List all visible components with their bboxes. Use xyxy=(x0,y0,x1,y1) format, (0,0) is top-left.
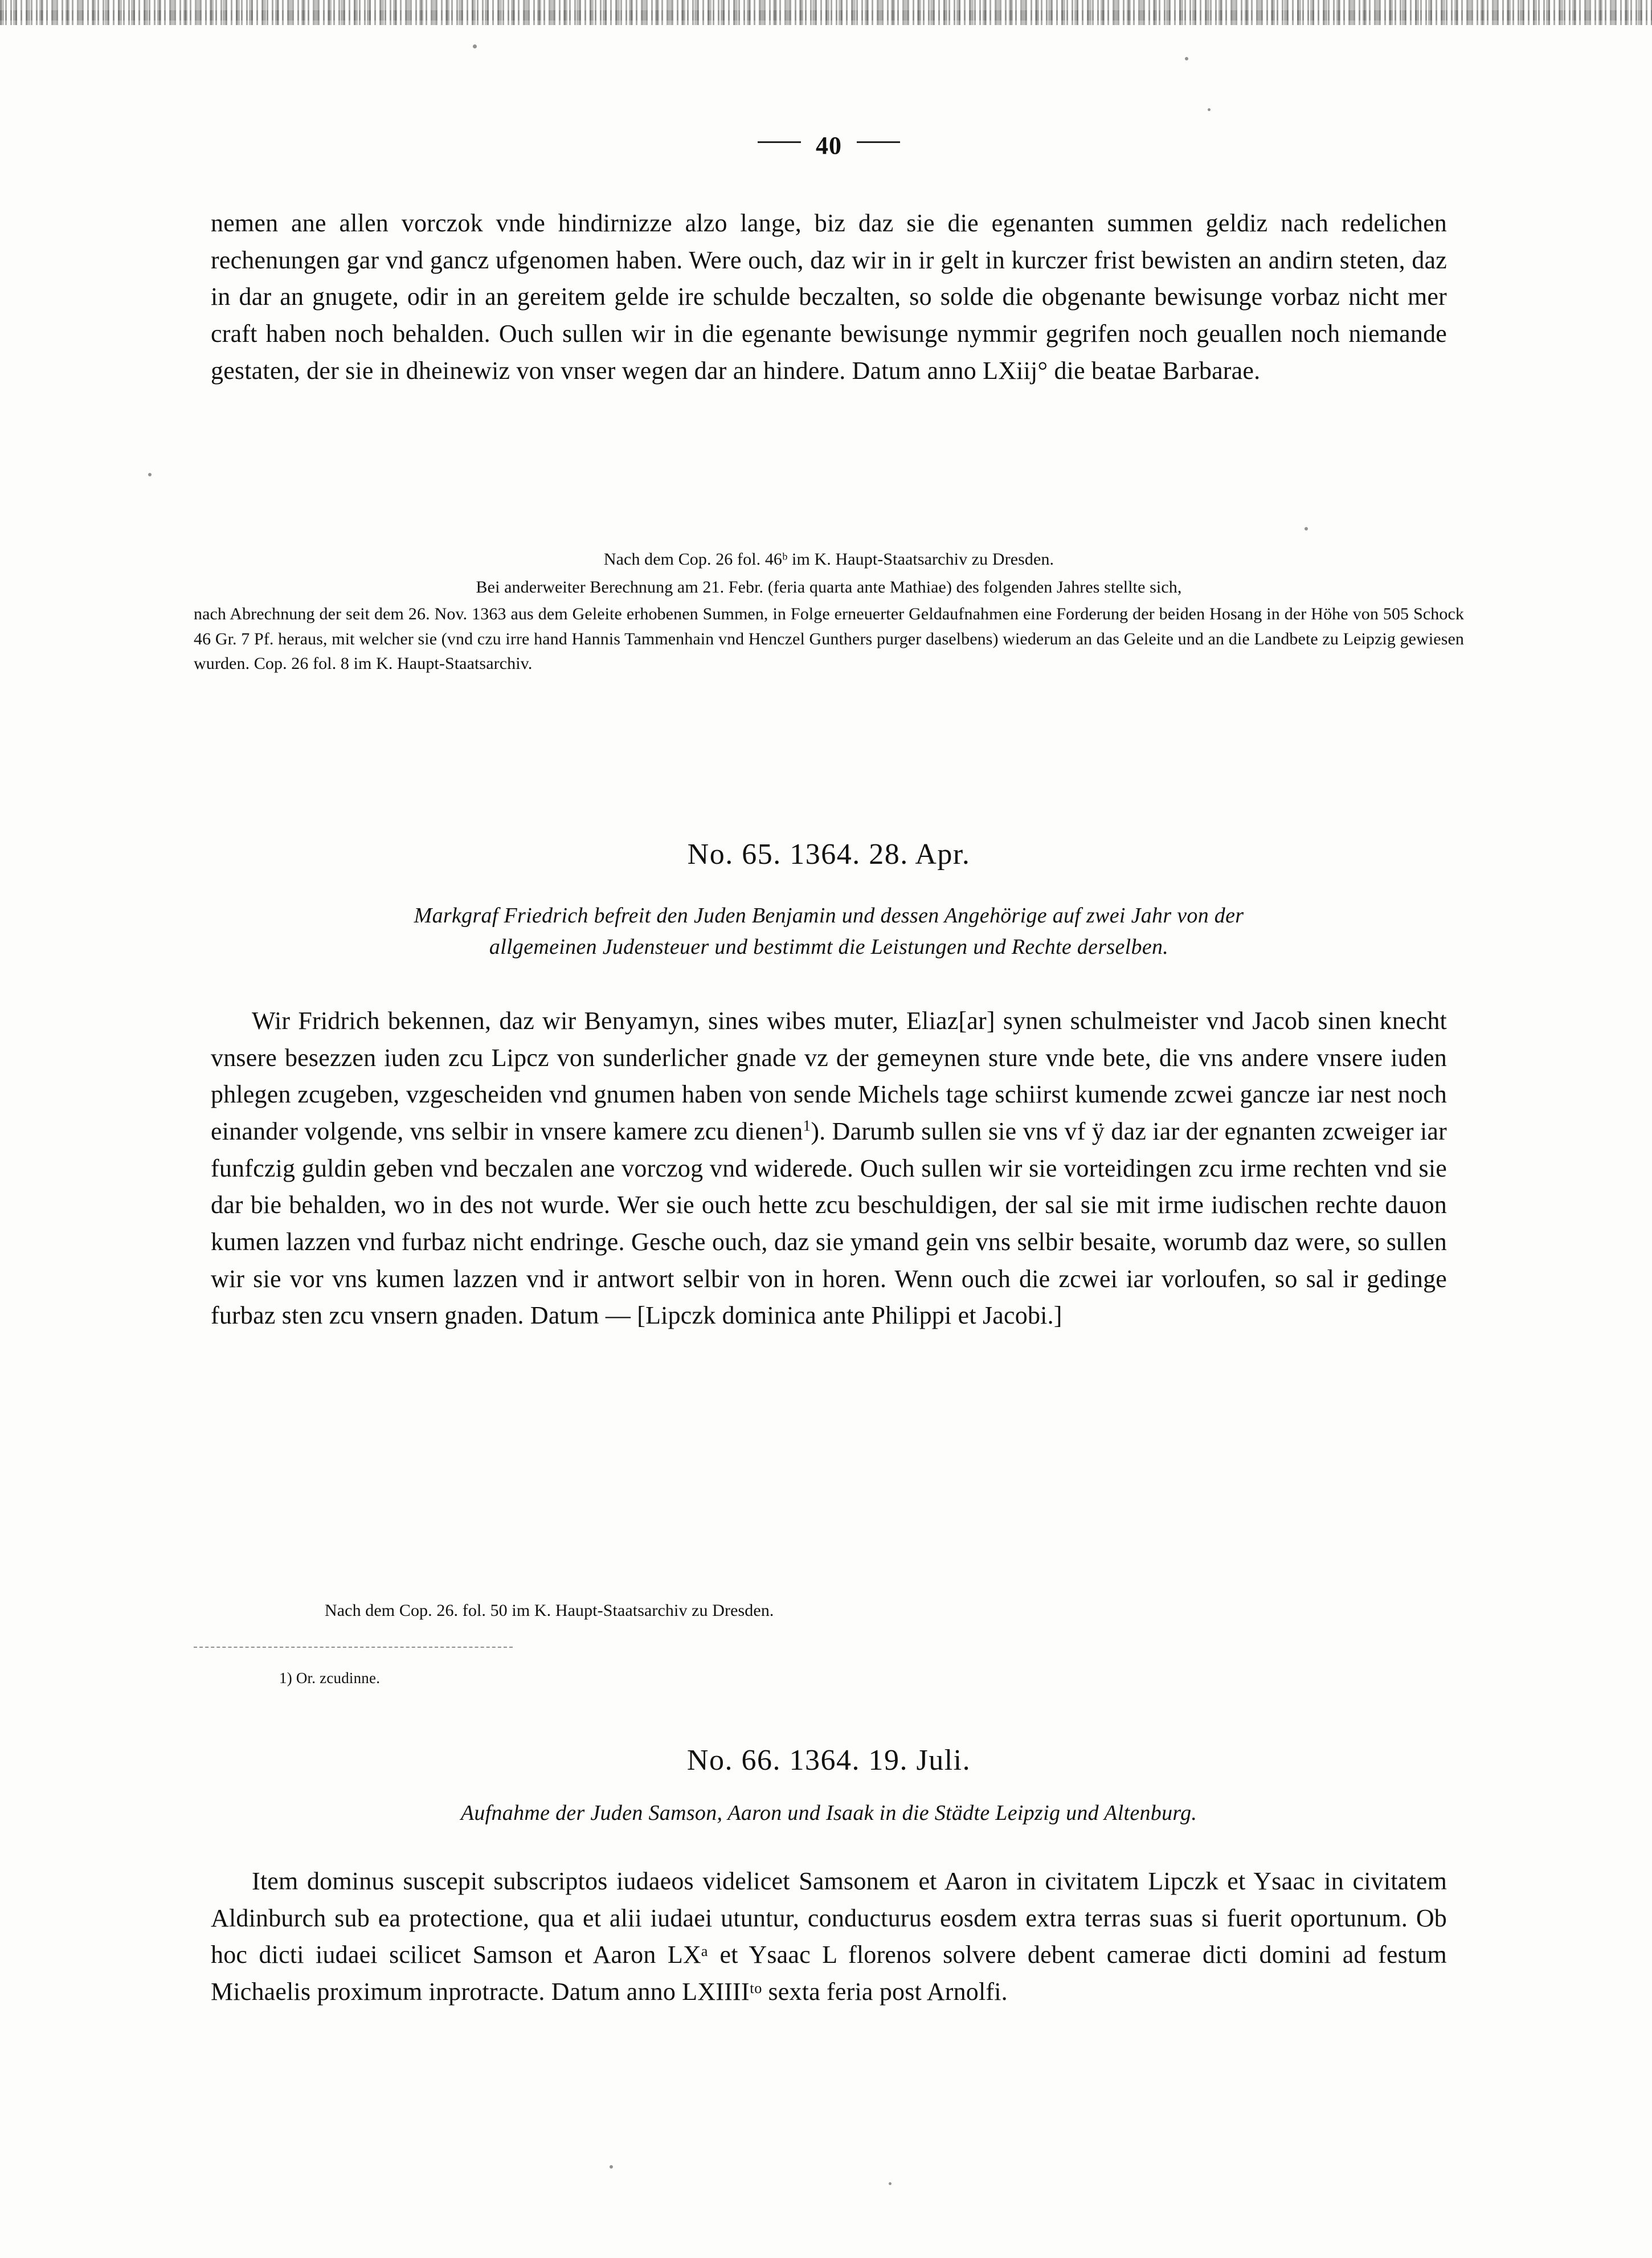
doc-65-footnote: 1) Or. zcudinne. xyxy=(279,1669,381,1687)
continued-paragraph: nemen ane allen vorczok vnde hindirnizze alzo lange, biz daz sie die egenanten summen geldiz nach redelichen rechenungen gar vnd gancz ufgenomen haben. Were ouch, daz wir in ir gelt in kurczer frist bewisten an andirn steten, daz in dar an gnugete, odir in an gereitem gelde ire schulde beczalten, so solde die obgenante bewisunge vorbaz nicht mer craft haben noch behalden. Ouch sullen wir in die egenante bewisunge nymmir gegrifen noch geuallen noch niemande gestaten, der sie in dheinewiz von vnser wegen dar an hindere. Datum anno LXiij° die beatae Barbarae. xyxy=(211,209,1447,385)
note-line-2: Bei anderweiter Berechnung am 21. Febr. (feria quarta ante Mathiae) des folgenden Jahres stellte sich, xyxy=(476,578,1182,597)
doc-66-heading-block xyxy=(211,1743,1447,1777)
doc-65-body-text-part-1: Wir Fridrich bekennen, daz wir Benyamyn, sines wibes muter, Eliaz[ar] synen schulmeister vnd Jacob sinen knecht vnsere besezzen iuden zcu Lipcz von sunderlicher gnade vz der gemeynen sture vnde bete, die vns andere vnsere iuden phlegen zcugeben, vzgescheiden vnd gnumen haben von sende Michels tage schiirst kumende zcwei gancze iar nest noch einander volgende, vns selbir in vnsere kamere zcu dienen xyxy=(211,1007,1447,1146)
note-line-3: nach Abrechnung der seit dem 26. Nov. 1363 aus dem Geleite erhobenen Summen, in Folge erneuerter Geldaufnahmen eine Forderung der beiden Hosang in der Höhe von 505 Schock 46 Gr. 7 Pf. heraus, mit welcher sie (vnd czu irre hand Hannis Tammenhain vnd Henczel Gunthers purger daselbens) wiederum an das Geleite und an die Landbete zu Leipzig gewiesen wurden. Cop. 26 fol. 8 im K. Haupt-Staatsarchiv. xyxy=(194,605,1464,673)
editorial-note-block-1 xyxy=(194,547,1464,676)
doc-65-body-text-part-2: ). Darumb sullen sie vns vf ÿ daz iar der egnanten zcweiger iar funfczig guldin geben vnd beczalen ane vorczog vnd widerede. Ouch sullen wir sie vorteidingen zcu irme rechten vnd sie dar bie behalden, wo in des not wurde. Wer sie ouch hette zcu beschuldigen, der sal sie mit irme iudischen rechte dauon kumen lazzen vnd furbaz nicht endringe. Gesche ouch, daz sie ymand gein vns selbir besaite, worumb daz were, so sullen wir sie vor vns kumen lazzen vnd ir antwort selbir von in horen. Wenn ouch die zcwei iar vorloufen, so sal ir gedinge furbaz sten zcu vnsern gnaden. Datum — [Lipczk dominica ante Philippi et Jacobi.] xyxy=(211,1117,1447,1330)
folio-rule-left xyxy=(758,141,801,143)
doc-65-heading: No. 65. 1364. 28. Apr. xyxy=(687,838,971,871)
folio-rule-right xyxy=(857,141,900,143)
scan-speck xyxy=(148,473,152,476)
doc-65-footnote-marker: 1 xyxy=(803,1117,811,1134)
doc-66-body: Item dominus suscepit subscriptos iudaeos videlicet Samsonem et Aaron in civitatem Lipczk et Ysaac in civitatem Aldinburch sub ea protectione, qua et alii iudaei utuntur, conducturus eosdem extra terras suas si fuerit oportunum. Ob hoc dicti iudaei scilicet Samson et Aaron LXᵃ et Ysaac L florenos solvere debent camerae dicti domini ad festum Michaelis proximum inprotracte. Datum anno LXIIIIᵗᵒ sexta feria post Arnolfi. xyxy=(211,1867,1447,2006)
doc-66-body-block xyxy=(211,1863,1447,2011)
footnote-rule-block xyxy=(194,1647,592,1648)
scan-speck xyxy=(473,44,477,48)
folio-number: 40 xyxy=(816,132,842,160)
doc-65-footnote-block xyxy=(211,1669,723,1687)
doc-66-heading: No. 66. 1364. 19. Juli. xyxy=(686,1744,971,1777)
scan-speck xyxy=(889,2182,892,2185)
scan-speck xyxy=(610,2165,613,2169)
doc-65-source: Nach dem Cop. 26. fol. 50 im K. Haupt-Staatsarchiv zu Dresden. xyxy=(325,1601,774,1620)
doc-65-source-block xyxy=(211,1601,1447,1620)
doc-65-regest-line-2: allgemeinen Judensteuer und bestimmt die Leistungen und Rechte derselben. xyxy=(489,935,1169,959)
scan-edge-artifact-secondary xyxy=(0,10,1652,21)
doc-65-heading-block xyxy=(211,838,1447,871)
note-source-line: Nach dem Cop. 26 fol. 46ᵇ im K. Haupt-Staatsarchiv zu Dresden. xyxy=(603,550,1054,569)
doc-65-regest-block xyxy=(211,900,1447,963)
footnote-separator-rule xyxy=(194,1647,513,1648)
doc-65-body-block xyxy=(211,1003,1447,1334)
scan-speck xyxy=(1185,57,1188,60)
doc-66-regest: Aufnahme der Juden Samson, Aaron und Isaak in die Städte Leipzig und Altenburg. xyxy=(460,1801,1197,1825)
page-folio xyxy=(211,131,1447,160)
doc-65-regest-line-1: Markgraf Friedrich befreit den Juden Benjamin und dessen Angehörige auf zwei Jahr von der xyxy=(414,904,1244,928)
scan-speck xyxy=(1208,108,1211,111)
continued-paragraph-block xyxy=(211,205,1447,389)
doc-66-regest-block xyxy=(211,1798,1447,1829)
doc-65-body xyxy=(211,1003,1447,1334)
scan-speck xyxy=(1305,527,1308,530)
